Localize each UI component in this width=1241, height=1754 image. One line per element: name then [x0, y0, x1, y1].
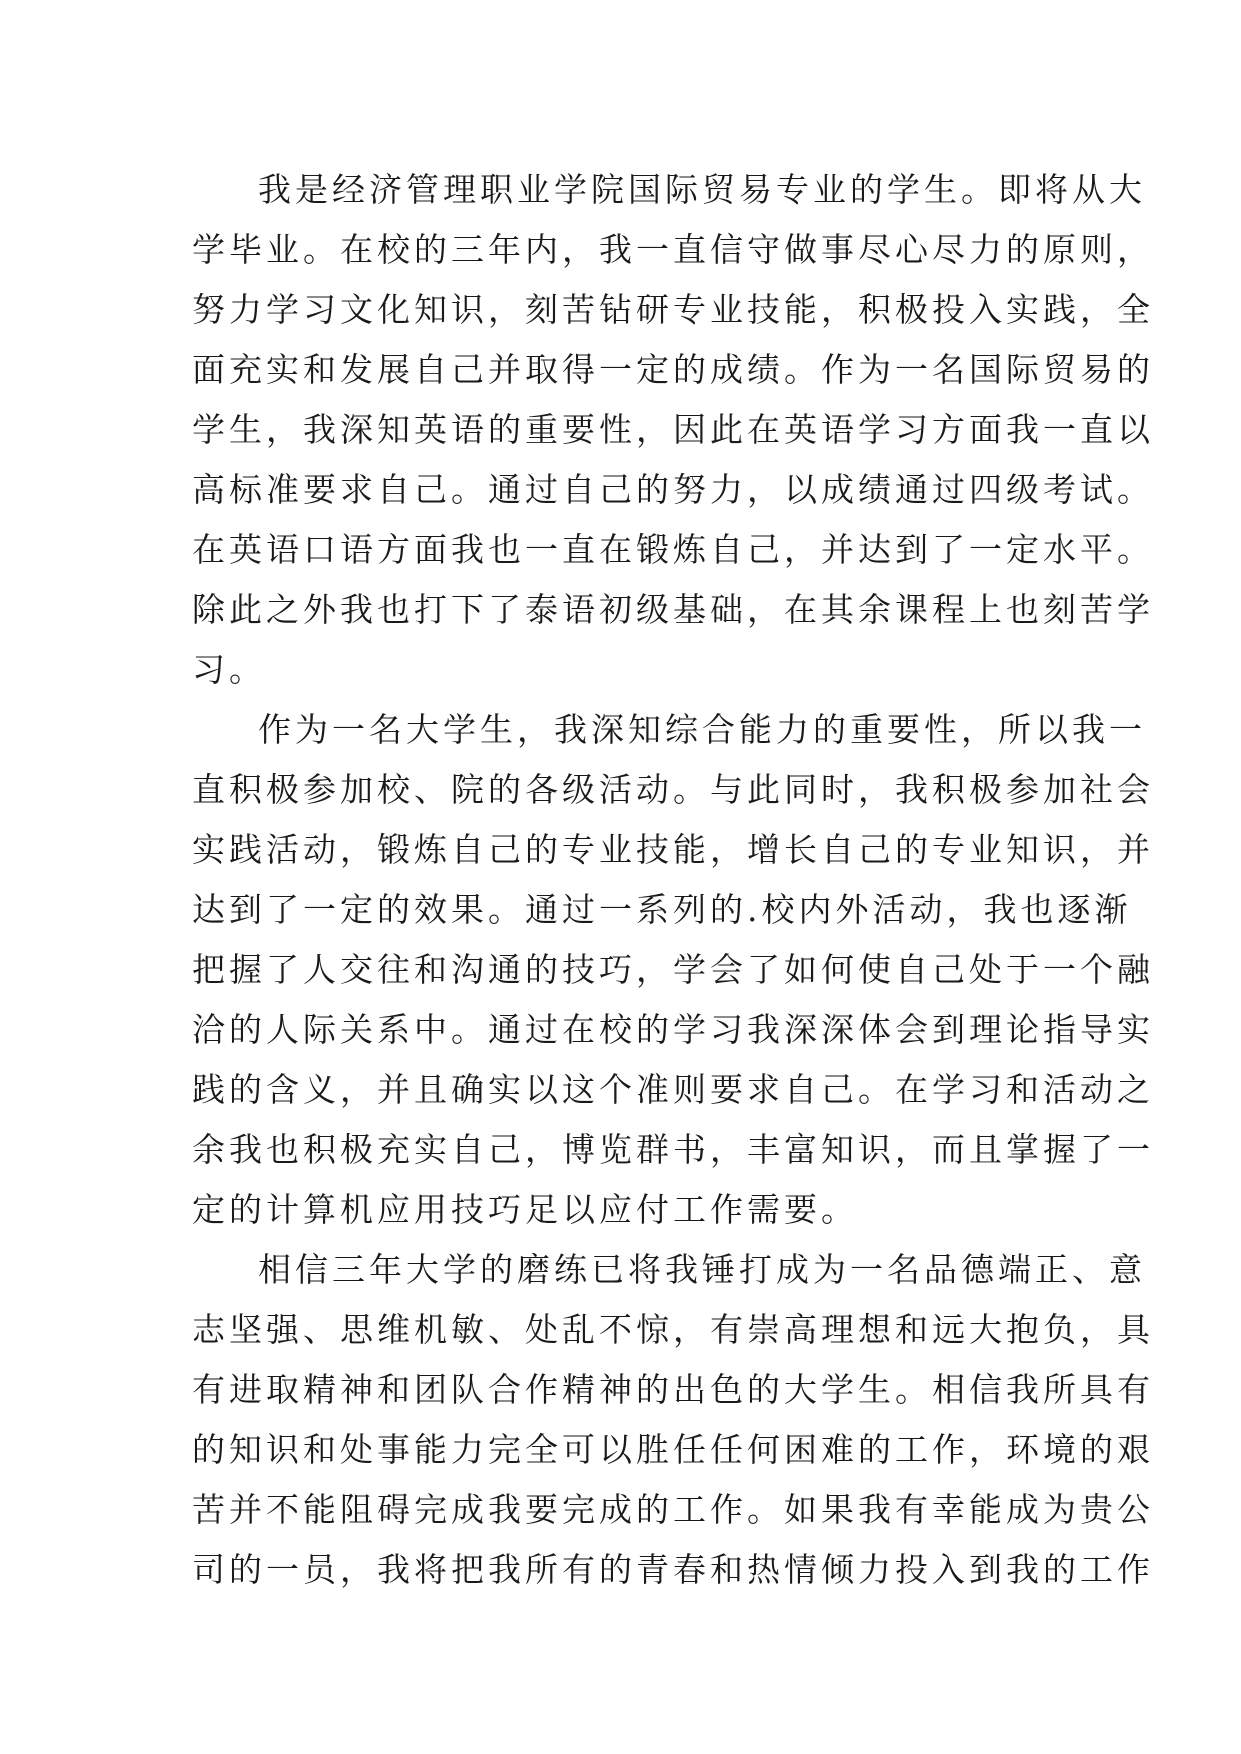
text-line: 洽的人际关系中。通过在校的学习我深深体会到理论指导实 — [192, 1010, 1154, 1049]
text-line: 面充实和发展自己并取得一定的成绩。作为一名国际贸易的 — [192, 350, 1154, 389]
text-line: 志坚强、思维机敏、处乱不惊，有崇高理想和远大抱负，具 — [192, 1310, 1154, 1349]
text-line: 相信三年大学的磨练已将我锤打成为一名品德端正、意 — [258, 1250, 1146, 1289]
text-line: 苦并不能阻碍完成我要完成的工作。如果我有幸能成为贵公 — [192, 1490, 1154, 1529]
paragraph-2 — [192, 700, 1154, 1240]
text-line: 在英语口语方面我也一直在锻炼自己，并达到了一定水平。 — [192, 530, 1154, 569]
text-line: 努力学习文化知识，刻苦钻研专业技能，积极投入实践，全 — [192, 290, 1154, 329]
paragraph-3 — [192, 1240, 1154, 1600]
text-line: 把握了人交往和沟通的技巧，学会了如何使自己处于一个融 — [192, 950, 1154, 989]
text-line: 有进取精神和团队合作精神的出色的大学生。相信我所具有 — [192, 1370, 1154, 1409]
text-line: 高标准要求自己。通过自己的努力，以成绩通过四级考试。 — [192, 470, 1154, 509]
text-line: 除此之外我也打下了泰语初级基础，在其余课程上也刻苦学 — [192, 590, 1154, 629]
text-line: 达到了一定的效果。通过一系列的.校内外活动，我也逐渐 — [192, 890, 1132, 929]
text-line: 定的计算机应用技巧足以应付工作需要。 — [192, 1190, 858, 1229]
text-line: 的知识和处事能力完全可以胜任任何困难的工作，环境的艰 — [192, 1430, 1154, 1469]
text-line: 直积极参加校、院的各级活动。与此同时，我积极参加社会 — [192, 770, 1154, 809]
text-line: 学毕业。在校的三年内，我一直信守做事尽心尽力的原则， — [192, 230, 1154, 269]
text-line: 学生，我深知英语的重要性，因此在英语学习方面我一直以 — [192, 410, 1154, 449]
text-line: 作为一名大学生，我深知综合能力的重要性，所以我一 — [258, 710, 1146, 749]
text-line: 习。 — [192, 650, 266, 689]
text-line: 我是经济管理职业学院国际贸易专业的学生。即将从大 — [258, 170, 1146, 209]
text-line: 实践活动，锻炼自己的专业技能，增长自己的专业知识，并 — [192, 830, 1154, 869]
text-line: 余我也积极充实自己，博览群书，丰富知识，而且掌握了一 — [192, 1130, 1154, 1169]
text-line: 司的一员，我将把我所有的青春和热情倾力投入到我的工作 — [192, 1550, 1154, 1589]
paragraph-1 — [192, 160, 1154, 700]
text-line: 践的含义，并且确实以这个准则要求自己。在学习和活动之 — [192, 1070, 1154, 1109]
document-body — [192, 160, 1154, 1600]
